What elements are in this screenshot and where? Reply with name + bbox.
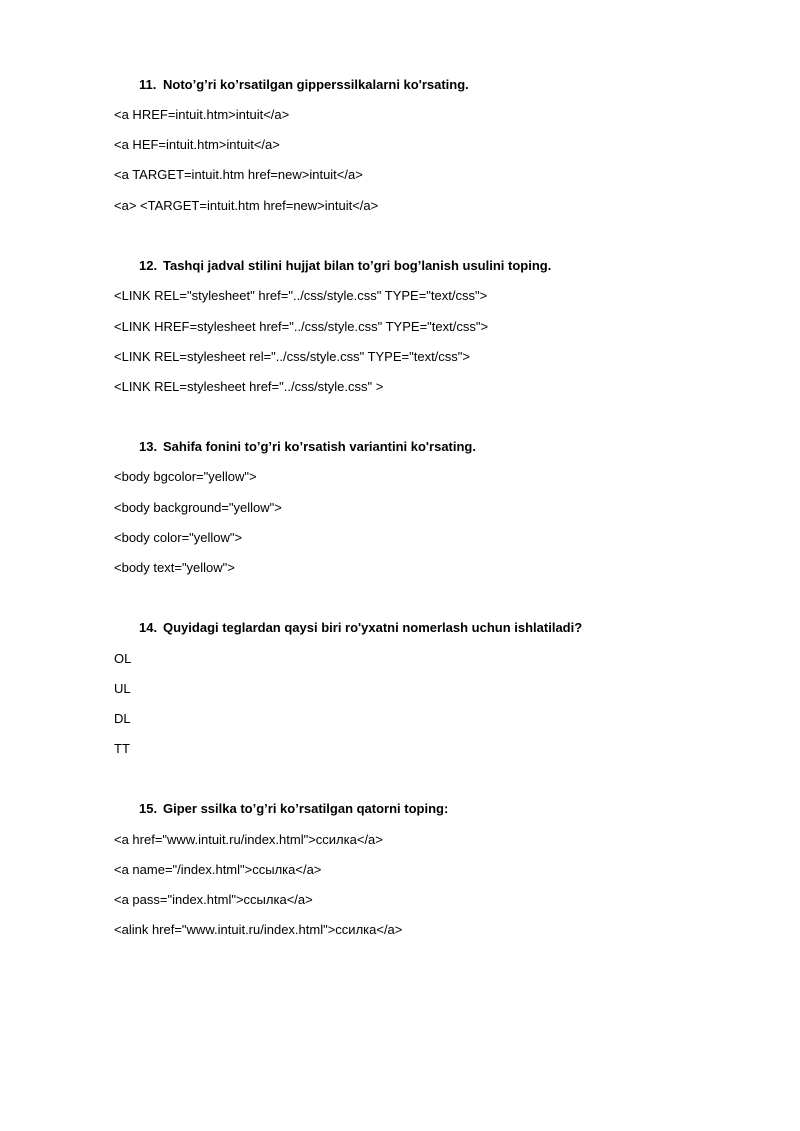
question-text: Noto’g’ri ko’rsatilgan gipperssilkalarni ko'rsating. — [163, 77, 469, 92]
answer-option: <LINK REL=stylesheet href="../css/style.css" > — [114, 379, 384, 394]
answer-option: <a TARGET=intuit.htm href=new>intuit</a> — [114, 167, 363, 182]
question-title — [139, 257, 551, 275]
question-number: 13. — [139, 439, 158, 454]
answer-option: <alink href="www.intuit.ru/index.html">ссилка</a> — [114, 922, 403, 937]
answer-option: OL — [114, 651, 132, 666]
answer-option: <a> <TARGET=intuit.htm href=new>intuit</a> — [114, 198, 379, 213]
question-text: Sahifa fonini to’g’ri ko’rsatish variantini ko'rsating. — [163, 439, 476, 454]
question-title — [139, 438, 476, 456]
answer-option: <LINK REL=stylesheet rel="../css/style.css" TYPE="text/css"> — [114, 349, 470, 364]
question-number: 12. — [139, 258, 158, 273]
question-title — [139, 76, 469, 94]
answer-option: <body background="yellow"> — [114, 500, 282, 515]
answer-option: <body color="yellow"> — [114, 530, 243, 545]
answer-option: <a pass="index.html">ссылка</a> — [114, 892, 313, 907]
answer-option: <body bgcolor="yellow"> — [114, 469, 257, 484]
answer-option: <a name="/index.html">ссылка</a> — [114, 862, 322, 877]
answer-option: <LINK REL="stylesheet" href="../css/style.css" TYPE="text/css"> — [114, 288, 488, 303]
question-text: Giper ssilka to’g’ri ko’rsatilgan qatorni toping: — [163, 801, 449, 816]
answer-option: <body text="yellow"> — [114, 560, 235, 575]
answer-option: <a HEF=intuit.htm>intuit</a> — [114, 137, 280, 152]
answer-option: UL — [114, 681, 131, 696]
answer-option: DL — [114, 711, 131, 726]
question-number: 15. — [139, 801, 158, 816]
answer-option: <a href="www.intuit.ru/index.html">ссилка</a> — [114, 832, 383, 847]
question-title — [139, 800, 448, 818]
question-title — [139, 619, 582, 637]
answer-option: <a HREF=intuit.htm>intuit</a> — [114, 107, 290, 122]
answer-option: TT — [114, 741, 130, 756]
question-number: 14. — [139, 620, 158, 635]
answer-option: <LINK HREF=stylesheet href="../css/style.css" TYPE="text/css"> — [114, 319, 489, 334]
question-text: Tashqi jadval stilini hujjat bilan to’gri bog’lanish usulini toping. — [163, 258, 552, 273]
question-number: 11. — [139, 77, 157, 92]
question-text: Quyidagi teglardan qaysi biri ro'yxatni nomerlash uchun ishlatiladi? — [163, 620, 583, 635]
